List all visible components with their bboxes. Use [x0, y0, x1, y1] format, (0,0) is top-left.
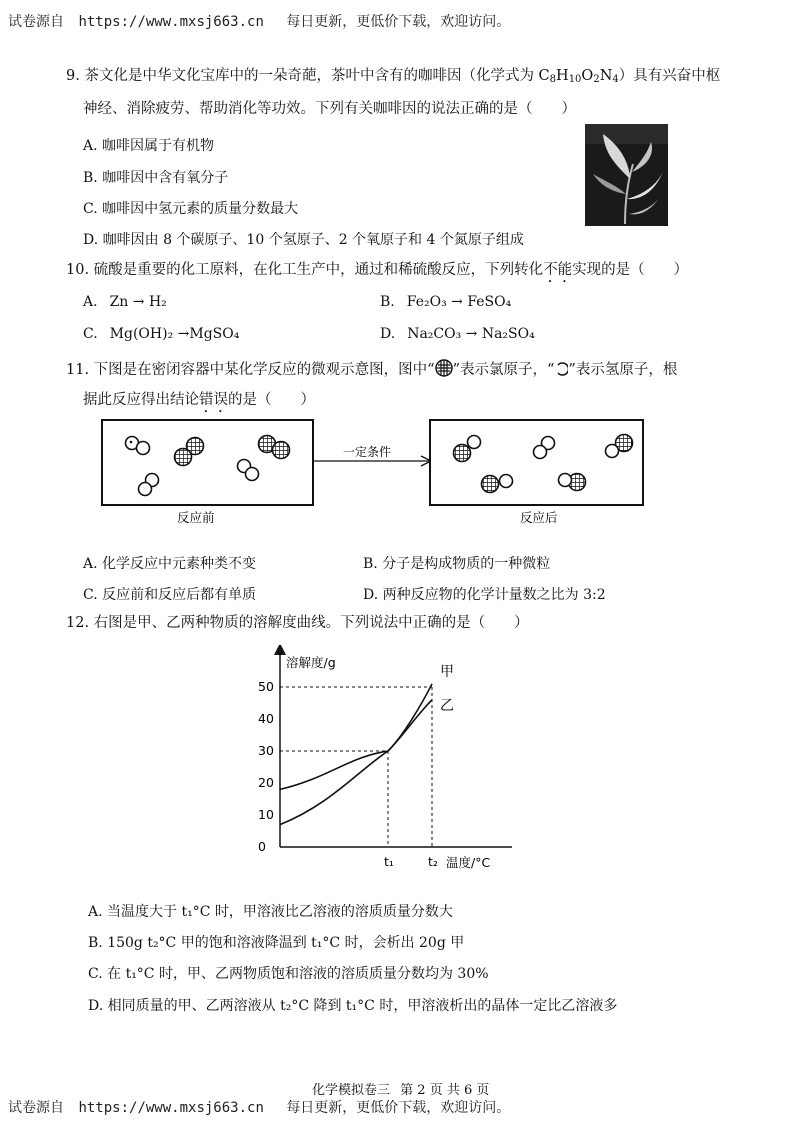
q9-option-a: A. 咖啡因属于有机物 [83, 138, 215, 154]
banner-slogan: 每日更新，更低价下载，欢迎访问。 [286, 1100, 511, 1116]
series-label-yi: 乙 [440, 697, 454, 714]
banner-url[interactable]: https://www.mxsj663.cn [78, 1100, 264, 1116]
q12-option-c: C. 在 t₁°C 时，甲、乙两物质饱和溶液的溶质质量分数均为 30% [88, 966, 489, 982]
q10-option-c: C. Mg(OH)₂ →MgSO₄ [83, 326, 240, 342]
hydrogen-atom-icon [554, 362, 568, 376]
footer-title: 化学模拟卷三 [312, 1083, 391, 1098]
x-tick-label: t₂ [428, 854, 438, 869]
y-tick-label: 0 [258, 839, 266, 854]
header-slogan: 每日更新，更低价下载，欢迎访问。 [286, 14, 511, 30]
reaction-diagram [95, 418, 655, 528]
y-tick-label: 40 [258, 711, 274, 726]
tea-leaf-photo [585, 124, 668, 226]
q10-option-b: B. Fe₂O₃ → FeSO₄ [380, 294, 512, 310]
q12-stem: 12. 右图是甲、乙两种物质的溶解度曲线。下列说法中正确的是（ ） [66, 615, 529, 631]
after-label: 反应后 [520, 510, 558, 525]
x-axis-label: 温度/°C [446, 855, 491, 870]
page-header [8, 11, 510, 31]
q11-stem-line1: 11. 下图是在密闭容器中某化学反应的微观示意图，图中“ ”表示氯原子，“ ”表示氢原子，根 [66, 359, 677, 378]
footer-page: 第 2 页 共 6 页 [400, 1083, 490, 1098]
q9-stem-line1: 9. 茶文化是中华文化宝库中的一朵奇葩，茶叶中含有的咖啡因（化学式为 $C_8H_{10}O_2N_4$）具有兴奋中枢 [66, 68, 721, 85]
y-tick-label: 20 [258, 775, 274, 790]
q10-option-a: A. Zn → H₂ [83, 294, 167, 310]
q12-option-b: B. 150g t₂°C 甲的饱和溶液降温到 t₁°C 时，会析出 20g 甲 [88, 935, 465, 951]
q11-option-c: C. 反应前和反应后都有单质 [83, 587, 257, 603]
q11-option-b: B. 分子是构成物质的一种微粒 [363, 556, 551, 572]
q11-stem-line2: 据此反应得出结论错误的是（ ） [83, 392, 315, 408]
y-tick-label: 30 [258, 743, 274, 758]
before-box [102, 420, 313, 505]
y-tick-label: 10 [258, 807, 274, 822]
q10-stem: 10. 硫酸是重要的化工原料，在化工生产中，通过和稀硫酸反应，下列转化不能实现的是（ ） [66, 262, 689, 278]
reaction-condition: 一定条件 [343, 445, 392, 459]
x-tick-label: t₁ [384, 854, 394, 869]
bottom-banner [8, 1097, 510, 1117]
y-tick-label: 50 [258, 679, 274, 694]
q9-stem-line2: 神经、消除疲劳、帮助消化等功效。下列有关咖啡因的说法正确的是（ ） [83, 101, 576, 117]
chlorine-atom-icon [435, 359, 453, 377]
q10-option-d: D. Na₂CO₃ → Na₂SO₄ [380, 326, 535, 342]
page-footer [312, 1079, 489, 1098]
q12-option-d: D. 相同质量的甲、乙两溶液从 t₂°C 降到 t₁°C 时，甲溶液析出的晶体一定比乙溶液多 [88, 998, 618, 1014]
q9-option-d: D. 咖啡因由 8 个碳原子、10 个氢原子、2 个氧原子和 4 个氮原子组成 [83, 232, 524, 248]
banner-source: 试卷源自 [8, 1100, 64, 1116]
q9-option-b: B. 咖啡因中含有氧分子 [83, 170, 229, 186]
series-label-jia: 甲 [440, 663, 454, 680]
q11-option-d: D. 两种反应物的化学计量数之比为 3:2 [363, 587, 606, 603]
y-axis-label: 溶解度/g [286, 655, 336, 670]
curve-jia [280, 684, 432, 825]
before-label: 反应前 [177, 510, 215, 525]
header-url[interactable]: https://www.mxsj663.cn [78, 14, 264, 30]
q12-option-a: A. 当温度大于 t₁°C 时，甲溶液比乙溶液的溶质质量分数大 [88, 904, 453, 920]
solubility-chart [250, 645, 520, 875]
header-source: 试卷源自 [8, 14, 64, 30]
after-box [430, 420, 643, 505]
q9-option-c: C. 咖啡因中氢元素的质量分数最大 [83, 201, 299, 217]
q11-option-a: A. 化学反应中元素种类不变 [83, 556, 257, 572]
